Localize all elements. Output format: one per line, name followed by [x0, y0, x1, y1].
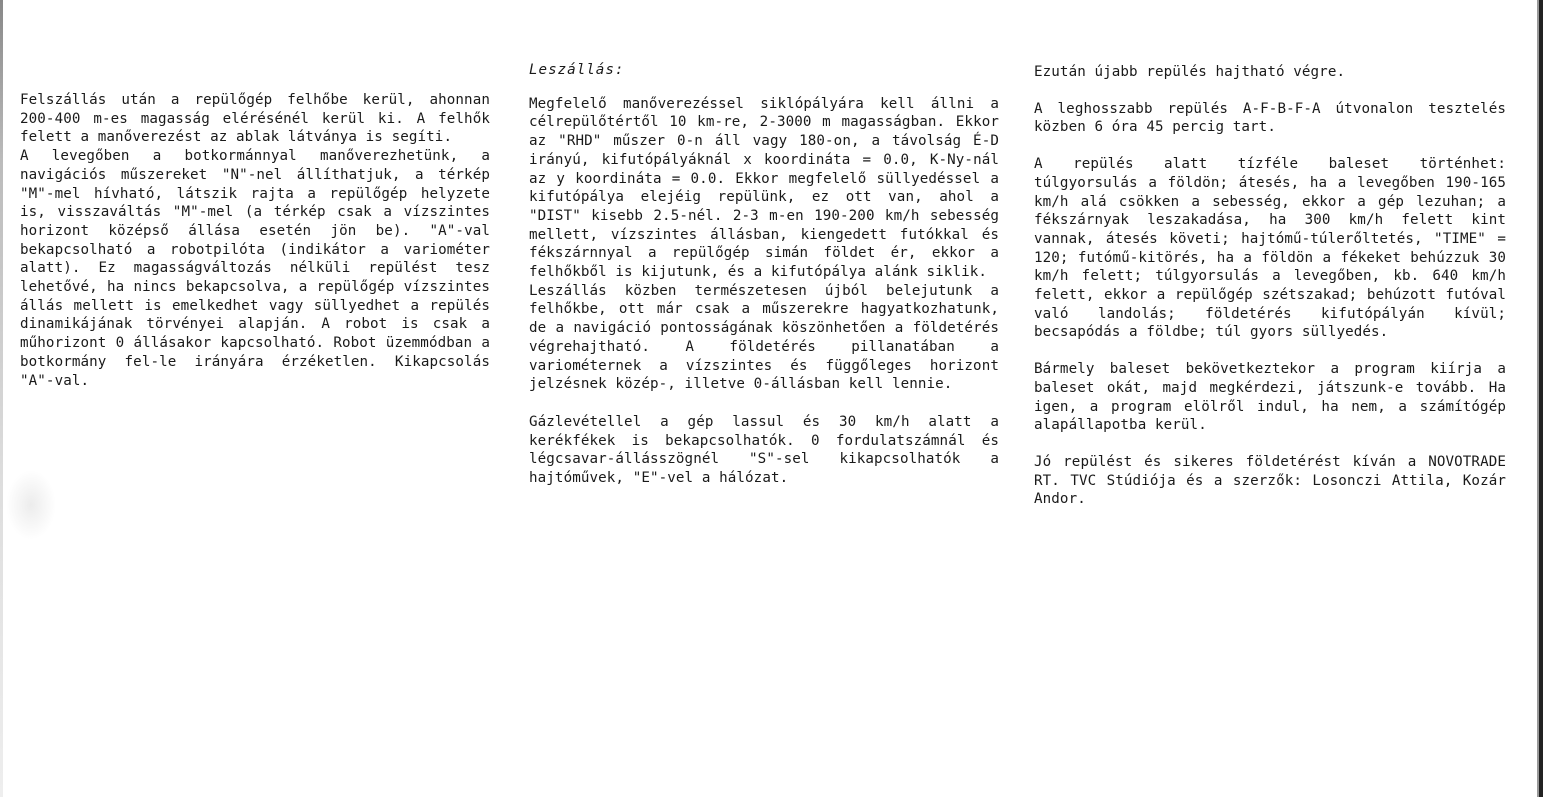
paragraph-throttle: Gázlevétellel a gép lassul és 30 km/h alatt a kerékfékek is bekapcsolhatók. 0 fordulatszámnál és légcsavar-állásszögnél "S"-sel kikapcsolhatók a hajtóművek, "E"-vel a hálózat. — [529, 413, 999, 487]
paragraph-new-flight: Ezután újabb repülés hajtható végre. — [1034, 64, 1346, 80]
paragraph-takeoff: Felszállás után a repülőgép felhőbe kerül, ahonnan 200-400 m-es magasság elérésénél kerül ki. A felhők felett a manőverezést az ablak látványa is segíti. — [20, 92, 490, 146]
paragraph-clouds: Leszállás közben természetesen újból belejutunk a felhőkbe, ott már csak a műszerekre hagyatkozhatunk, de a navigáció pontosságának köszönhetően a földetérés végrehajtható. A földetérés pillanatában a variométernek a vízszintes és függőleges horizont jelzésnek közép-, illetve 0-állásban kell lennie. — [529, 282, 999, 393]
column-accidents — [1034, 63, 1506, 509]
paragraph-controls: A levegőben a botkormánnyal manőverezhetünk, a navigációs műszereket "N"-nel állíthatjuk, a térkép "M"-mel hívható, látszik rajta a repülőgép helyzete is, visszaváltás "M"-mel (a térkép csak a vízszintes horizont középső állása esetén jön be). "A"-val bekapcsolható a robotpilóta (indikátor a variométer alatt). Ez magasságváltozás nélküli repülést tesz lehetővé, ha nincs bekapcsolva, a repülőgép vízszintes állás mellett is emelkedhet vagy süllyedhet a repülés dinamikájának törvényei alapján. A robot is csak a műhorizont 0 állásakor kapcsolható. Robot üzemmódban a botkormány fel-le irányára érzéketlen. Kikapcsolás "A"-val. — [20, 148, 490, 389]
paragraph-longest-flight: A leghosszabb repülés A-F-B-F-A útvonalon tesztelés közben 6 óra 45 percig tart. — [1034, 100, 1506, 136]
paragraph-accident-list: A repülés alatt tízféle baleset történhet: túlgyorsulás a földön; átesés, ha a levegőben 190-165 km/h alá csökken a sebesség, ekkor a gép lezuhan; a fékszárnyak leszakadása, ha 300 km/h felett kint vannak, átesés követi; hajtómű-túlerőltetés, "TIME" = 120; futómű-kitörés, ha a földön a fékeket behúzzuk 30 km/h felett; túlgyorsulás a levegőben, kb. 640 km/h felett, ekkor a repülőgép szétszakad; behúzott futóval való landolás; földetérés kifutópályán kívül; becsapódás a földbe; túl gyors süllyedés. — [1034, 156, 1506, 341]
paragraph-accident-handling: Bármely baleset bekövetkeztekor a program kiírja a baleset okát, majd megkérdezi, játszunk-e tovább. Ha igen, a program elölről indul, ha nem, a számítógép alapállapotba kerül. — [1034, 361, 1506, 434]
heading-landing: Leszállás: — [529, 62, 625, 78]
column-takeoff — [20, 91, 490, 390]
scan-right-edge — [1539, 0, 1543, 797]
scan-left-edge — [0, 0, 3, 797]
scan-smudge — [6, 470, 56, 540]
paragraph-glidepath: Megfelelő manőverezéssel siklópályára kell állni a célrepülőtértől 10 km-re, 2-3000 m magasságban. Ekkor az "RHD" műszer 0-n áll vagy 180-on, a távolság É-D irányú, kifutópályáknál x koordináta = 0.0, K-Ny-nál az y koordináta = 0.0. Ekkor megfelelő süllyedéssel a kifutópálya elejéig repülünk, ez ott van, ahol a "DIST" kisebb 2.5-nél. 2-3 m-en 190-200 km/h sebesség mellett, vízszintes állásban, kiengedett futókkal és fékszárnnyal a repülőgép simán földet ér, ekkor a felhőkből is kijutunk, és a kifutópálya alánk siklik. — [529, 95, 999, 281]
column-landing — [529, 61, 999, 488]
paragraph-credits: Jó repülést és sikeres földetérést kíván a NOVOTRADE RT. TVC Stúdiója és a szerzők: Losonczi Attila, Kozár Andor. — [1034, 453, 1506, 508]
